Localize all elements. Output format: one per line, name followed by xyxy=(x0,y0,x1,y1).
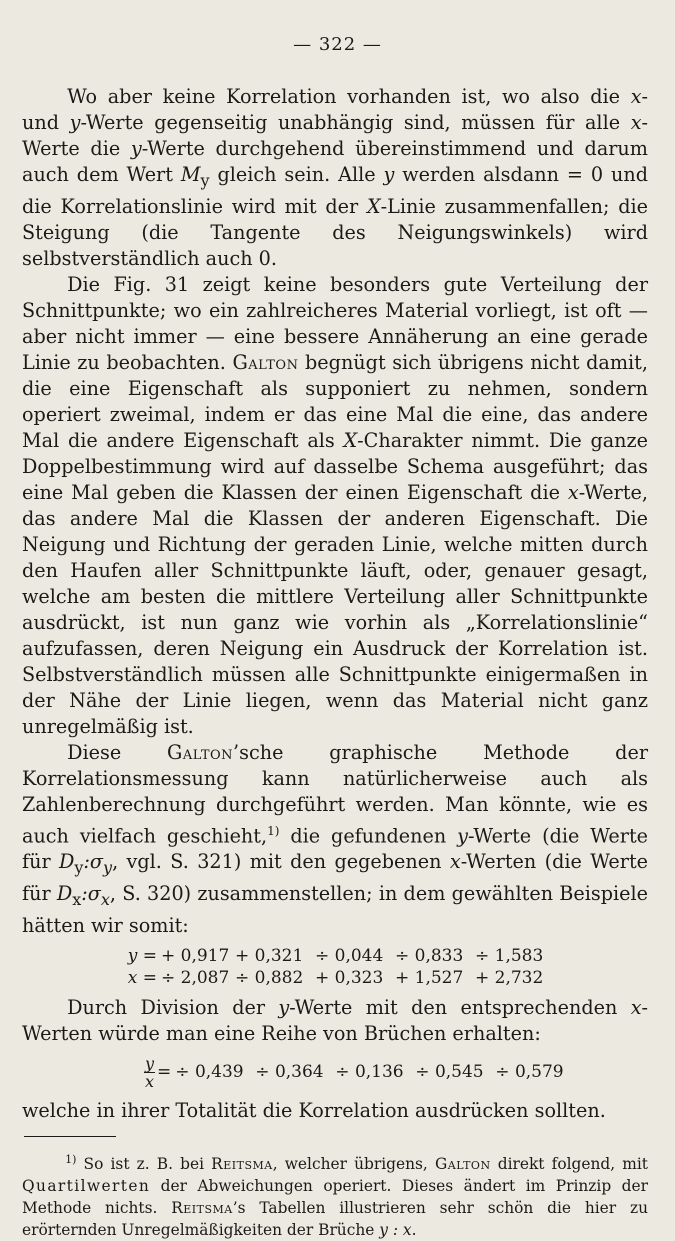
author-name: Galton xyxy=(232,350,299,374)
value-cell: + 0,323 xyxy=(315,967,384,988)
y-values-row xyxy=(22,945,648,967)
math-y: y xyxy=(130,137,142,160)
math-x: x xyxy=(630,85,642,108)
math-sigma: :σ xyxy=(83,850,104,874)
math-x: x xyxy=(630,995,642,1019)
ratio-cell: ÷ 0,136 xyxy=(335,1062,404,1083)
paragraph-2 xyxy=(22,272,648,740)
text: , S. 320) zusammenstellen; in dem gewählten Beispiele hätten wir somit: xyxy=(22,882,648,937)
value-cell: ÷ 0,833 xyxy=(395,945,464,966)
paragraph-4 xyxy=(22,995,648,1047)
footnote-reference: 1) xyxy=(267,823,280,838)
value-cell: ÷ 0,882 xyxy=(235,967,304,988)
text: -Werte, das andere Mal die Klassen der anderen Eigenschaft. Die Neigung und Richtung der geraden Linie, welche mitten durch den Haufen aller Schnittpunkte läuft, oder, genauer gesagt, welche am besten die mittlere Verteilung aller Schnittpunkte ausdrückt, ist nun ganz wie vorhin als „Korrelationslinie“ aufzufassen, deren Neigung ein Ausdruck der Korrelation ist. Selbstverständlich müssen alle Schnittpunkte einigermaßen in der Nähe der Linie liegen, wenn das Material nicht ganz unregelmäßig ist. xyxy=(22,480,648,738)
ratio-row xyxy=(22,1055,648,1090)
text: So ist z. B. bei xyxy=(76,1155,212,1174)
math-sigma: :σ xyxy=(81,882,101,906)
value-cell: + 0,917 xyxy=(161,945,230,966)
math-subscript: y xyxy=(74,858,84,878)
math-x: x xyxy=(630,111,642,134)
text: - und xyxy=(22,85,648,134)
value-cell: ÷ 1,583 xyxy=(475,945,544,966)
x-values-row xyxy=(22,967,648,989)
math-subscript: y xyxy=(200,170,210,190)
text: -Werten würde man eine Reihe von Brüchen erhalten: xyxy=(22,995,648,1045)
math-subscript: x xyxy=(72,889,82,909)
math-X: X xyxy=(366,194,381,218)
text: direkt folgend, mit xyxy=(490,1155,648,1174)
text: die gefundenen xyxy=(279,824,458,848)
text: -Werte durchgehend übereinstimmend und darum auch dem Wert xyxy=(22,137,648,186)
text: , vgl. S. 321) mit den gegebenen xyxy=(112,850,450,874)
text: Durch Division der xyxy=(67,995,279,1019)
math-y: y xyxy=(278,995,290,1019)
author-name: Galton xyxy=(167,740,234,764)
text: . xyxy=(411,1221,417,1240)
math-x: x xyxy=(567,480,579,504)
math-M: M xyxy=(180,163,201,186)
text: -Werte (die Werte für xyxy=(22,824,649,874)
value-table xyxy=(22,945,648,989)
text: Die Fig. 31 zeigt keine besonders gute Verteilung der Schnittpunkte; wo ein zahlreicheres Material vorliegt, ist oft — aber nicht immer — eine bessere Annäherung an eine gerade Linie zu beobachten. xyxy=(22,272,648,374)
math-X: X xyxy=(343,428,358,452)
row-label: x = xyxy=(127,967,157,988)
text: ’sche graphische Methode der Korrelationsmessung kann natürlicherweise auch als Zahlenberechnung durchgeführt werden. Man könnte, wie es auch vielfach geschieht, xyxy=(22,740,648,848)
text: , welcher übrigens, xyxy=(272,1155,435,1174)
ratio-cell: ÷ 0,545 xyxy=(415,1062,484,1083)
value-cell: + 0,321 xyxy=(235,945,304,966)
math-subscript: x xyxy=(100,889,110,909)
text: -Werte gegenseitig unabhängig sind, müssen für alle xyxy=(80,111,631,134)
row-label: y = xyxy=(127,945,157,966)
author-name: Reitsma xyxy=(171,1199,233,1218)
math-y: y xyxy=(69,111,81,134)
paragraph-5: welche in ihrer Totalität die Korrelation ausdrücken sollten. xyxy=(22,1098,606,1122)
text: Diese xyxy=(67,740,168,764)
page-number: — 322 — xyxy=(293,34,382,55)
value-cell: ÷ 2,087 xyxy=(161,967,230,988)
text: ’s Tabellen illustrieren sehr schön die hier zu erörternden Unregelmäßigkeiten der Brüche xyxy=(22,1199,648,1240)
text: -Werte die xyxy=(22,111,648,160)
text: begnügt sich übrigens nicht damit, die eine Eigenschaft als supponiert zu nehmen, sondern operiert zweimal, indem er das eine Mal die eine, das andere Mal die andere Eigenschaft als xyxy=(22,350,648,452)
footnote-divider xyxy=(24,1136,116,1137)
text: der Abweichungen operiert. Dieses ändert im Prinzip der Methode nichts. xyxy=(22,1177,648,1218)
math-y: y xyxy=(383,163,395,186)
math-D: D xyxy=(59,850,75,874)
text: -Charakter nimmt. Die ganze Doppelbestimmung wird auf dasselbe Schema ausgeführt; das eine Mal geben die Klassen der einen Eigenschaft die xyxy=(22,428,648,504)
ratio-cell: ÷ 0,364 xyxy=(255,1062,324,1083)
math-D: D xyxy=(56,882,73,906)
value-cell: ÷ 0,044 xyxy=(315,945,384,966)
text: werden alsdann = 0 und die Korrelationslinie wird mit der xyxy=(22,163,648,218)
footnote-mark: 1) xyxy=(65,1153,77,1167)
footnote xyxy=(22,1149,648,1241)
paragraph-3 xyxy=(22,740,648,939)
text: -Werte mit den entsprechenden xyxy=(289,995,631,1019)
paragraph-1 xyxy=(22,84,648,272)
math-subscript: y xyxy=(103,858,113,878)
ratio-cell: ÷ 0,579 xyxy=(495,1062,564,1083)
ratio-cell: ÷ 0,439 xyxy=(175,1062,244,1083)
math-y-x: y : x xyxy=(379,1221,412,1240)
math-y: y xyxy=(457,824,468,848)
math-x: x xyxy=(449,850,461,874)
fraction-y-over-x xyxy=(144,1055,155,1090)
author-name: Reitsma xyxy=(211,1155,273,1174)
equals-sign: = xyxy=(157,1062,172,1083)
author-name: Galton xyxy=(434,1155,491,1174)
emphasized-term: Quartilwerten xyxy=(22,1177,151,1196)
fraction-numerator: y xyxy=(145,1053,155,1073)
text: gleich sein. Alle xyxy=(209,163,384,186)
value-cell: + 2,732 xyxy=(475,967,544,988)
text: Wo aber keine Korrelation vorhanden ist, wo also die xyxy=(67,85,631,108)
text: -Linie zusammenfallen; die Steigung (die Tangente des Neigungswinkels) wird selbstverständlich auch 0. xyxy=(22,194,649,270)
text: -Werten (die Werte für xyxy=(22,850,649,906)
page-body xyxy=(22,84,648,1241)
fraction-denominator: x xyxy=(145,1071,155,1091)
value-cell: + 1,527 xyxy=(395,967,464,988)
